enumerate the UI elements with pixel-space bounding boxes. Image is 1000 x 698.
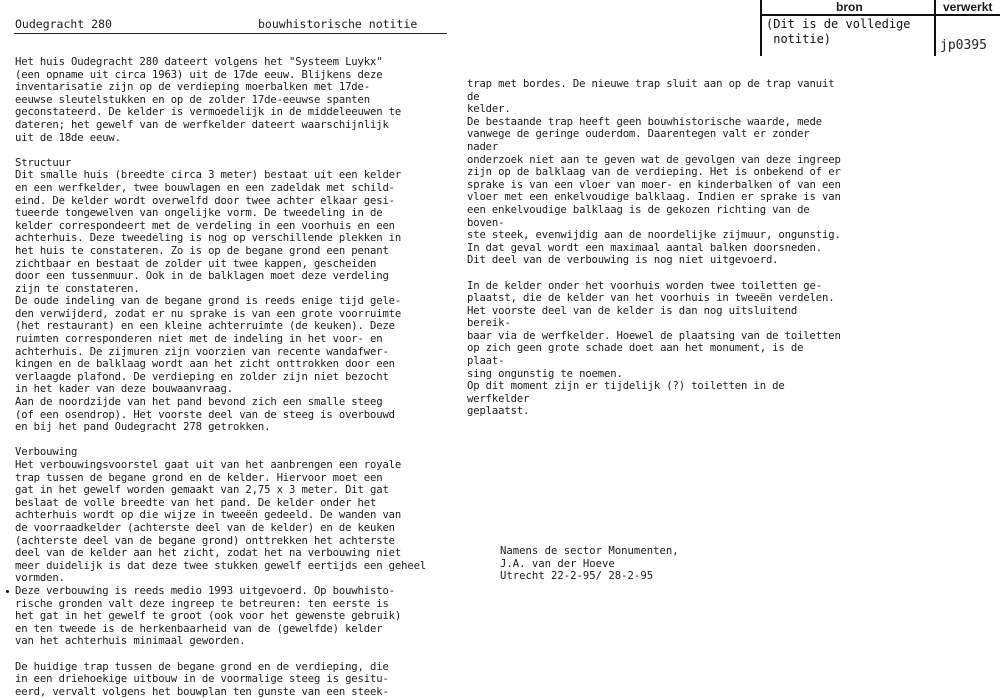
verbouwing-paragraph-2: Deze verbouwing is reeds medio 1993 uitgevoerd. Op bouwhisto- rische gronden valt deze ingreep te betreuren: ten eerste is het gat in het gewelf te groot (ook voor het gewenste gebruik) en ten tweede is de herkenbaarheid van de (gewelfde) kelder van het achterhuis minimaal geworden. [15, 585, 447, 648]
structuur-paragraph-1: Dit smalle huis (breedte circa 3 meter) bestaat uit een kelder en een werfkelder, twee bouwlagen en een zadeldak met schild- eind. De kelder wordt overwelfd door twee achter elkaar gesi- tueerde tongewelven van ongelijke vorm. De tweedeling in de kelder correspondeert met de verdeling in een voorhuis en een achterhuis. Deze tweedeling is nog op verschillende plekken in het huis te constateren. Zo is op de begane grond een penant zichtbaar en bestaat de zolder uit twee kappen, gescheiden door een tussenmuur. Ook in de balklagen moet deze verdeling zijn te constateren. [15, 169, 447, 295]
right-column [467, 78, 845, 418]
right-paragraph-2: De bestaande trap heeft geen bouwhistorische waarde, mede vanwege de geringe ouderdom. Daarentegen valt er zonder nader onderzoek niet aan te geven wat de gevolgen van deze ingreep zijn op de balklaag van de verdieping. Het is onbekend of er sprake is van een vloer van moer- en kinderbalken of van een vloer met een enkelvoudige balklaag. Indien er sprake is van een enkelvoudige balklaag is de gekozen richting van de boven- ste steek, evenwijdig aan de noordelijke zijmuur, ongunstig. In dat geval wordt een maximaal aantal balken doorsneden. Dit deel van de verbouwing is nog niet uitgevoerd. [467, 116, 845, 267]
stamp-code: jp0395 [940, 38, 987, 53]
intro-paragraph: Het huis Oudegracht 280 dateert volgens het "Systeem Luykx" (een opname uit circa 1963) uit de 17de eeuw. Blijkens deze inventarisatie zijn op de verdieping moerbalken met 17de- eeuwse sleutelstukken en op de zolder 17de-eeuwse spanten geconstateerd. De kelder is vermoedelijk in de middeleeuwen te dateren; het gewelf van de werfkelder dateert waarschijnlijk uit de 18de eeuw. [15, 56, 447, 144]
structuur-paragraph-2: De oude indeling van de begane grond is reeds enige tijd gele- den verwijderd, zodat er nu sprake is van een grote voorruimte (het restaurant) en een kleine achterruimte (de keuken). Deze ruimten corresponderen niet met de indeling in het voor- en achterhuis. De zijmuren zijn voorzien van recente wandafwer- kingen en de balklaag wordt aan het zicht onttrokken door een verlaagde plafond. De verdieping en zolder zijn niet bezocht in het kader van deze bouwaanvraag. [15, 295, 447, 396]
stamp-divider-line [934, 0, 936, 56]
right-paragraph-3: In de kelder onder het voorhuis worden twee toiletten ge- plaatst, die de kelder van het voorhuis in tweeën verdelen. Het voorste deel van de kelder is dan nog uitsluitend bereik- baar via de werfkelder. Hoewel de plaatsing van de toiletten op zich geen grote schade doet aan het monument, is de plaat- sing ongunstig te noemen. Op dit moment zijn er tijdelijk (?) toiletten in de werfkelder geplaatst. [467, 280, 845, 419]
signature-block: Namens de sector Monumenten, J.A. van der Hoeve Utrecht 22-2-95/ 28-2-95 [500, 545, 679, 583]
verbouwing-paragraph-3: De huidige trap tussen de begane grond en de verdieping, die in een driehoekige uitbouw in de voormalige steeg is gesitu- eerd, vervalt volgens het bouwplan ten gunste van een steek- [15, 661, 447, 698]
margin-dot [6, 590, 9, 593]
stamp-bron-label: bron [836, 0, 863, 14]
stamp-left-line [760, 0, 762, 56]
right-paragraph-1: trap met bordes. De nieuwe trap sluit aan op de trap vanuit de kelder. [467, 78, 845, 116]
structuur-paragraph-3: Aan de noordzijde van het pand bevond zich een smalle steeg (of een osendrop). Het voorste deel van de steeg is overbouwd en bij het pand Oudegracht 278 getrokken. [15, 396, 447, 434]
verbouwing-heading: Verbouwing [15, 446, 447, 459]
stamp-horizontal-line [760, 14, 1000, 16]
header-doc-type: bouwhistorische notitie [258, 17, 417, 31]
stamp-note: (Dit is de volledige notitie) [766, 17, 931, 47]
left-column [15, 56, 447, 698]
archive-stamp [758, 0, 1000, 58]
header-address: Oudegracht 280 [15, 17, 112, 31]
stamp-verwerkt-label: verwerkt [943, 0, 992, 14]
header-rule [14, 33, 447, 34]
structuur-heading: Structuur [15, 157, 447, 170]
verbouwing-paragraph-1: Het verbouwingsvoorstel gaat uit van het aanbrengen een royale trap tussen de begane grond en de kelder. Hiervoor moet een gat in het gewelf worden gemaakt van 2,75 x 3 meter. Dit gat beslaat de volle breedte van het pand. De kelder onder het achterhuis wordt op die wijze in tweeën gedeeld. De wanden van de voorraadkelder (achterste deel van de kelder) en de keuken (achterste deel van de begane grond) onttrekken het achterste deel van de kelder aan het zicht, zodat het na verbouwing niet meer duidelijk is dat deze twee stukken gewelf eertijds een geheel vormden. [15, 459, 447, 585]
